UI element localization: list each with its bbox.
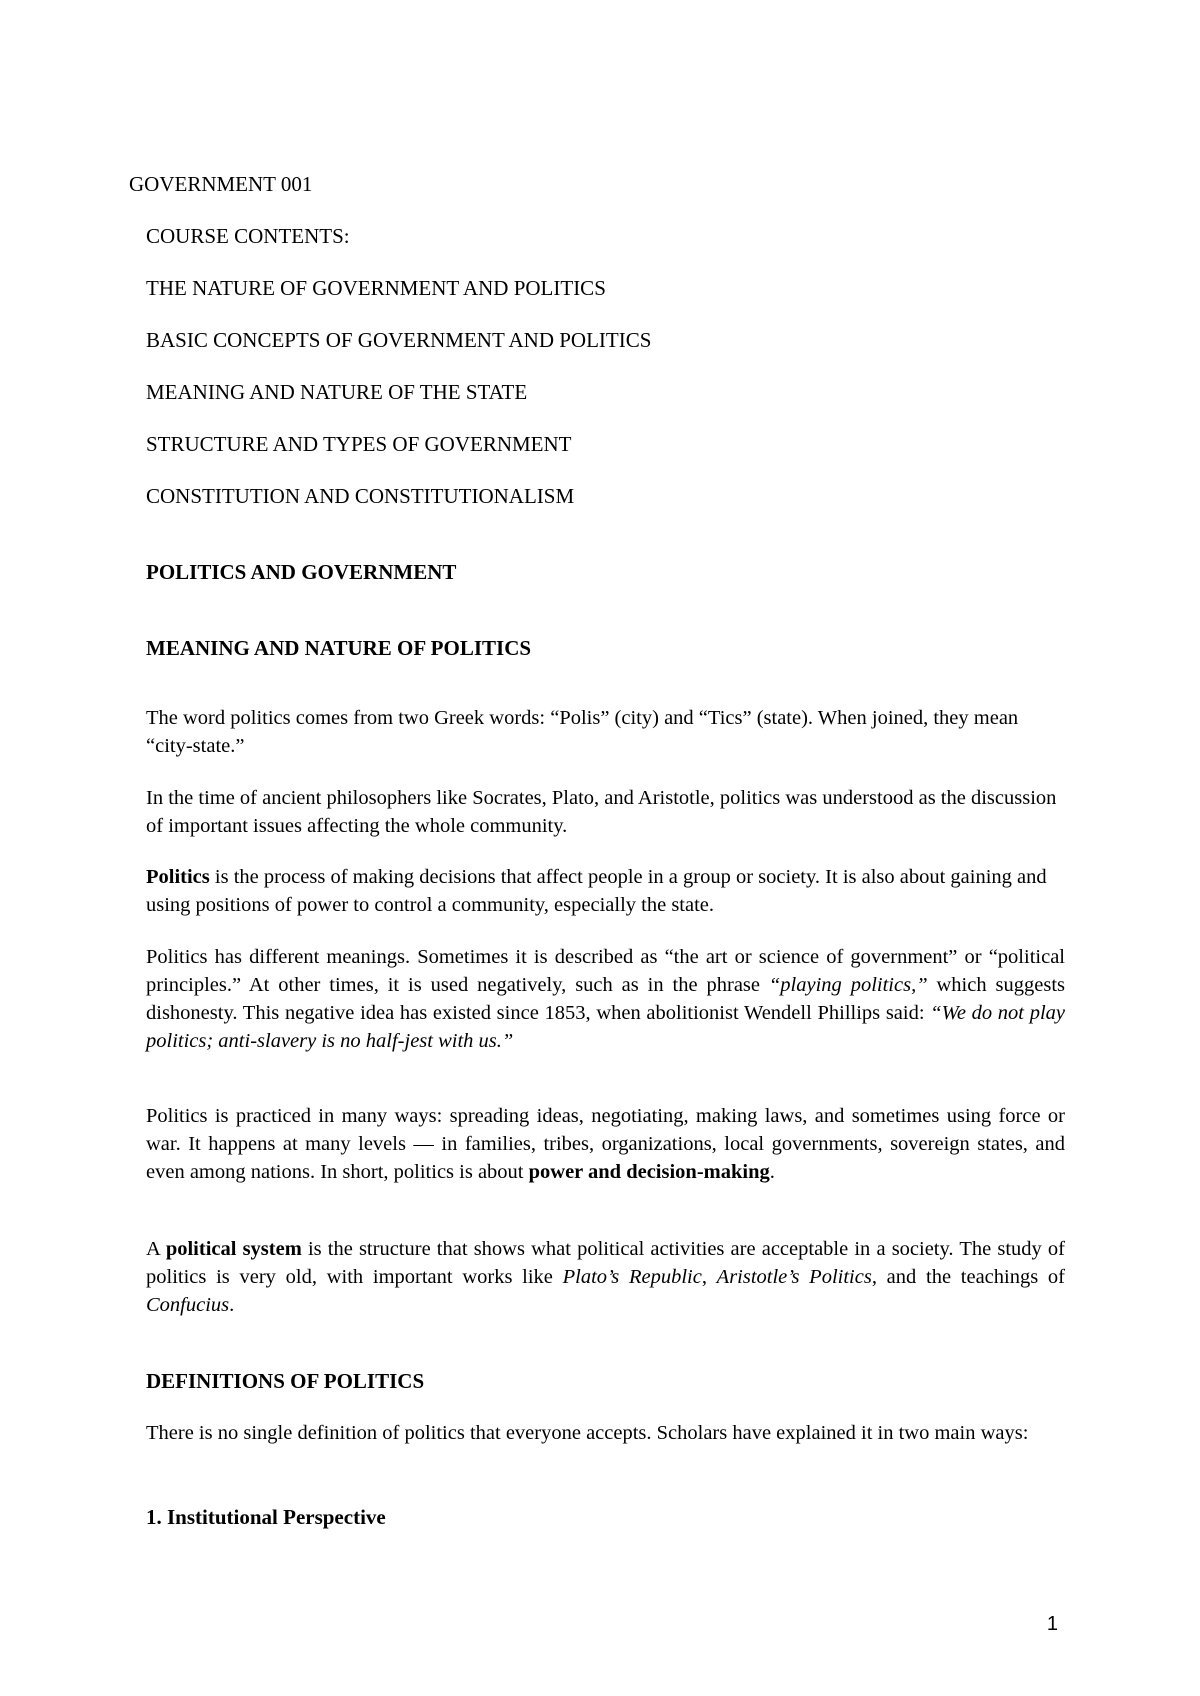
bold-term: power and decision-making bbox=[528, 1161, 770, 1183]
paragraph-text: In the time of ancient philosophers like Socrates, Plato, and Aristotle, politics was understood as the discussion of important issues affecting the whole community. bbox=[146, 787, 1057, 837]
paragraph-text bbox=[146, 1102, 1065, 1186]
course-code: GOVERNMENT 001 bbox=[129, 172, 313, 196]
italic-quote: “We do not play politics; anti-slavery is no half-jest with us.” bbox=[146, 1002, 1065, 1052]
contents-item: THE NATURE OF GOVERNMENT AND POLITICS bbox=[146, 276, 606, 300]
text-run: which suggests dishonesty. This negative idea has existed since 1853, when abolitionist Wendell Phillips said: bbox=[146, 974, 1065, 1024]
contents-item: MEANING AND NATURE OF THE STATE bbox=[146, 380, 528, 404]
paragraph-text bbox=[146, 863, 1065, 919]
bold-term: Politics bbox=[146, 866, 210, 888]
page-number: 1 bbox=[1046, 1613, 1058, 1635]
section-meaning bbox=[146, 634, 1065, 662]
section-definitions bbox=[146, 1367, 1065, 1395]
italic-title: Aristotle’s Politics bbox=[716, 1266, 872, 1288]
paragraph-text bbox=[146, 1235, 1065, 1319]
course-contents-title: COURSE CONTENTS: bbox=[146, 224, 350, 248]
section-heading-definitions: DEFINITIONS OF POLITICS bbox=[146, 1369, 425, 1393]
text-run: . bbox=[229, 1294, 235, 1316]
paragraph-text bbox=[146, 943, 1065, 1055]
section-politics-government bbox=[146, 558, 1065, 586]
paragraph-political-system bbox=[146, 1235, 1065, 1319]
subheading-institutional-perspective: 1. Institutional Perspective bbox=[146, 1505, 386, 1529]
paragraph-meanings bbox=[146, 943, 1065, 1055]
paragraph-text: There is no single definition of politics that everyone accepts. Scholars have explained it in two main ways: bbox=[146, 1422, 1029, 1444]
subheading-institutional bbox=[146, 1503, 1065, 1531]
section-heading-politics-government: POLITICS AND GOVERNMENT bbox=[146, 560, 457, 584]
text-run: A bbox=[146, 1238, 166, 1260]
text-run: Politics has different meanings. Sometimes it is described as “the art or science of government” or “political principles.” At other times, it is used negatively, such as in the phrase bbox=[146, 946, 1065, 996]
text-run: , and the teachings of bbox=[871, 1266, 1066, 1288]
text-run: is the structure that shows what political activities are acceptable in a society. The study of politics is very old, with important works like bbox=[146, 1238, 1065, 1288]
paragraph-practice bbox=[146, 1102, 1065, 1186]
contents-item: CONSTITUTION AND CONSTITUTIONALISM bbox=[146, 484, 575, 508]
text-run: Politics is practiced in many ways: spreading ideas, negotiating, making laws, and sometimes using force or war. It happens at many levels — in families, tribes, organizations, local governments, sovereign states, and even among nations. In short, politics is about bbox=[146, 1105, 1065, 1183]
section-heading-meaning: MEANING AND NATURE OF POLITICS bbox=[146, 636, 532, 660]
italic-title: Confucius bbox=[146, 1294, 230, 1316]
italic-title: Plato’s Republic bbox=[562, 1266, 702, 1288]
text-run: is the process of making decisions that affect people in a group or society. It is also about gaining and using positions of power to control a community, especially the state. bbox=[146, 866, 1047, 916]
text-run: , bbox=[701, 1266, 717, 1288]
contents-item: STRUCTURE AND TYPES OF GOVERNMENT bbox=[146, 432, 572, 456]
italic-quote: “playing politics,” bbox=[768, 974, 928, 996]
paragraph-definition bbox=[146, 863, 1065, 919]
paragraph-definitions-intro bbox=[146, 1419, 1065, 1447]
course-contents-list bbox=[146, 274, 1066, 510]
text-run: . bbox=[769, 1161, 775, 1183]
paragraph-text: The word politics comes from two Greek words: “Polis” (city) and “Tics” (state). When joined, they mean “city-state.” bbox=[146, 707, 1019, 757]
paragraph-etymology bbox=[146, 704, 1065, 760]
course-contents bbox=[146, 222, 1066, 534]
bold-term: political system bbox=[165, 1238, 302, 1260]
contents-item: BASIC CONCEPTS OF GOVERNMENT AND POLITICS bbox=[146, 328, 652, 352]
paragraph-ancient bbox=[146, 784, 1065, 840]
